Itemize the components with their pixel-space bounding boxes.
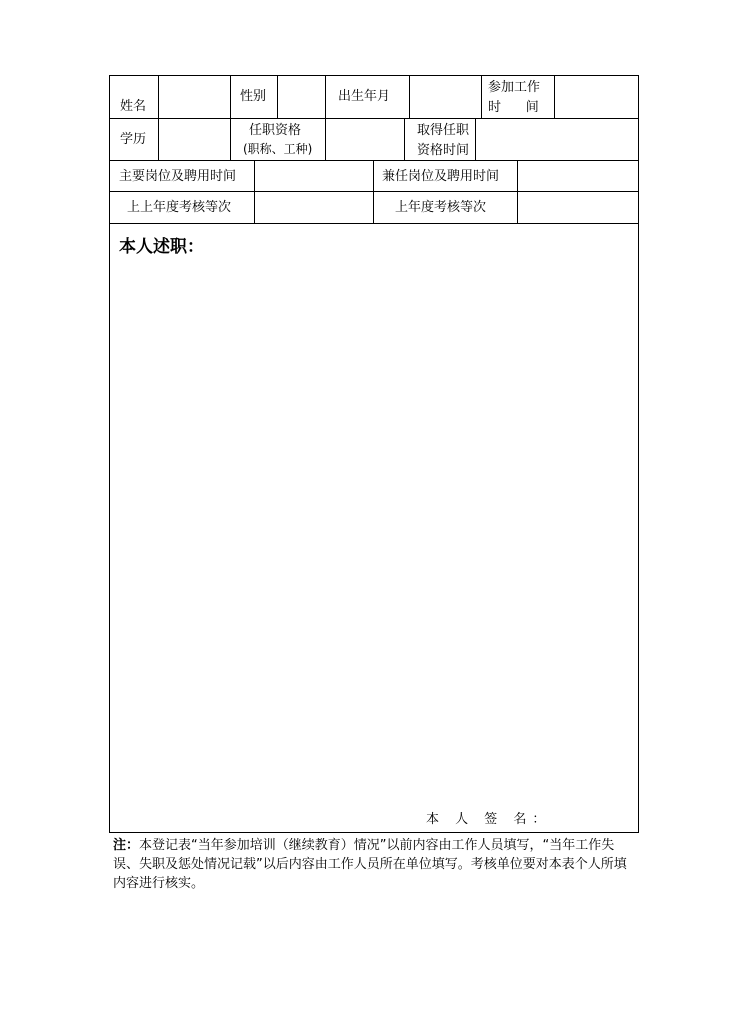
obtain-label-line1: 取得任职 bbox=[417, 123, 470, 138]
education-label-cell bbox=[110, 119, 159, 160]
signature-label: 本 人 签 名： bbox=[426, 812, 552, 827]
last-year-value-cell[interactable] bbox=[518, 192, 638, 223]
birth-label: 出生年月 bbox=[338, 89, 391, 104]
obtain-label-line2: 资格时间 bbox=[417, 143, 470, 158]
assessment-form bbox=[109, 75, 639, 833]
concurrent-post-label-cell bbox=[374, 161, 518, 191]
obtain-label-cell bbox=[405, 119, 476, 160]
footnote bbox=[113, 836, 638, 893]
concurrent-post-value-cell[interactable] bbox=[518, 161, 638, 191]
year-before-last-value-cell[interactable] bbox=[255, 192, 374, 223]
last-year-label: 上年度考核等次 bbox=[395, 200, 487, 215]
last-year-label-cell bbox=[374, 192, 518, 223]
obtain-value-cell[interactable] bbox=[476, 119, 638, 160]
self-statement-title: 本人述职： bbox=[119, 237, 204, 257]
form-row-basic-info bbox=[110, 76, 638, 119]
birth-value-cell[interactable] bbox=[410, 76, 482, 118]
footnote-prefix: 注： bbox=[113, 838, 140, 853]
name-value-cell[interactable] bbox=[159, 76, 231, 118]
qualification-label-line2: (职称、工种) bbox=[243, 142, 313, 156]
name-label-cell bbox=[110, 76, 159, 118]
form-row-assessment bbox=[110, 192, 638, 224]
footnote-text: 本登记表“当年参加培训（继续教育）情况”以前内容由工作人员填写，“当年工作失误、失职及惩处情况记载”以后内容由工作人员所在单位填写。考核单位要对本表个人所填内容进行核实。 bbox=[113, 838, 627, 891]
qualification-label-cell bbox=[231, 119, 326, 160]
main-post-label-cell bbox=[110, 161, 255, 191]
form-row-posts bbox=[110, 161, 638, 192]
work-start-label-line1: 参加工作 bbox=[488, 80, 541, 95]
work-start-label-line2: 时 间 bbox=[488, 100, 539, 115]
form-row-qualification bbox=[110, 119, 638, 161]
gender-value-cell[interactable] bbox=[278, 76, 326, 118]
self-statement-area[interactable] bbox=[110, 224, 638, 832]
work-start-label-cell bbox=[482, 76, 555, 118]
name-label: 姓名 bbox=[120, 99, 147, 114]
concurrent-post-label: 兼任岗位及聘用时间 bbox=[382, 169, 500, 184]
work-start-value-cell[interactable] bbox=[555, 76, 638, 118]
gender-label: 性别 bbox=[240, 89, 267, 104]
qualification-label-line1: 任职资格 bbox=[249, 123, 302, 138]
education-value-cell[interactable] bbox=[159, 119, 231, 160]
education-label: 学历 bbox=[120, 132, 147, 147]
year-before-last-label: 上上年度考核等次 bbox=[127, 200, 232, 215]
year-before-last-label-cell bbox=[110, 192, 255, 223]
birth-label-cell bbox=[326, 76, 410, 118]
qualification-value-cell[interactable] bbox=[326, 119, 405, 160]
main-post-value-cell[interactable] bbox=[255, 161, 374, 191]
gender-label-cell bbox=[231, 76, 278, 118]
main-post-label: 主要岗位及聘用时间 bbox=[119, 169, 237, 184]
